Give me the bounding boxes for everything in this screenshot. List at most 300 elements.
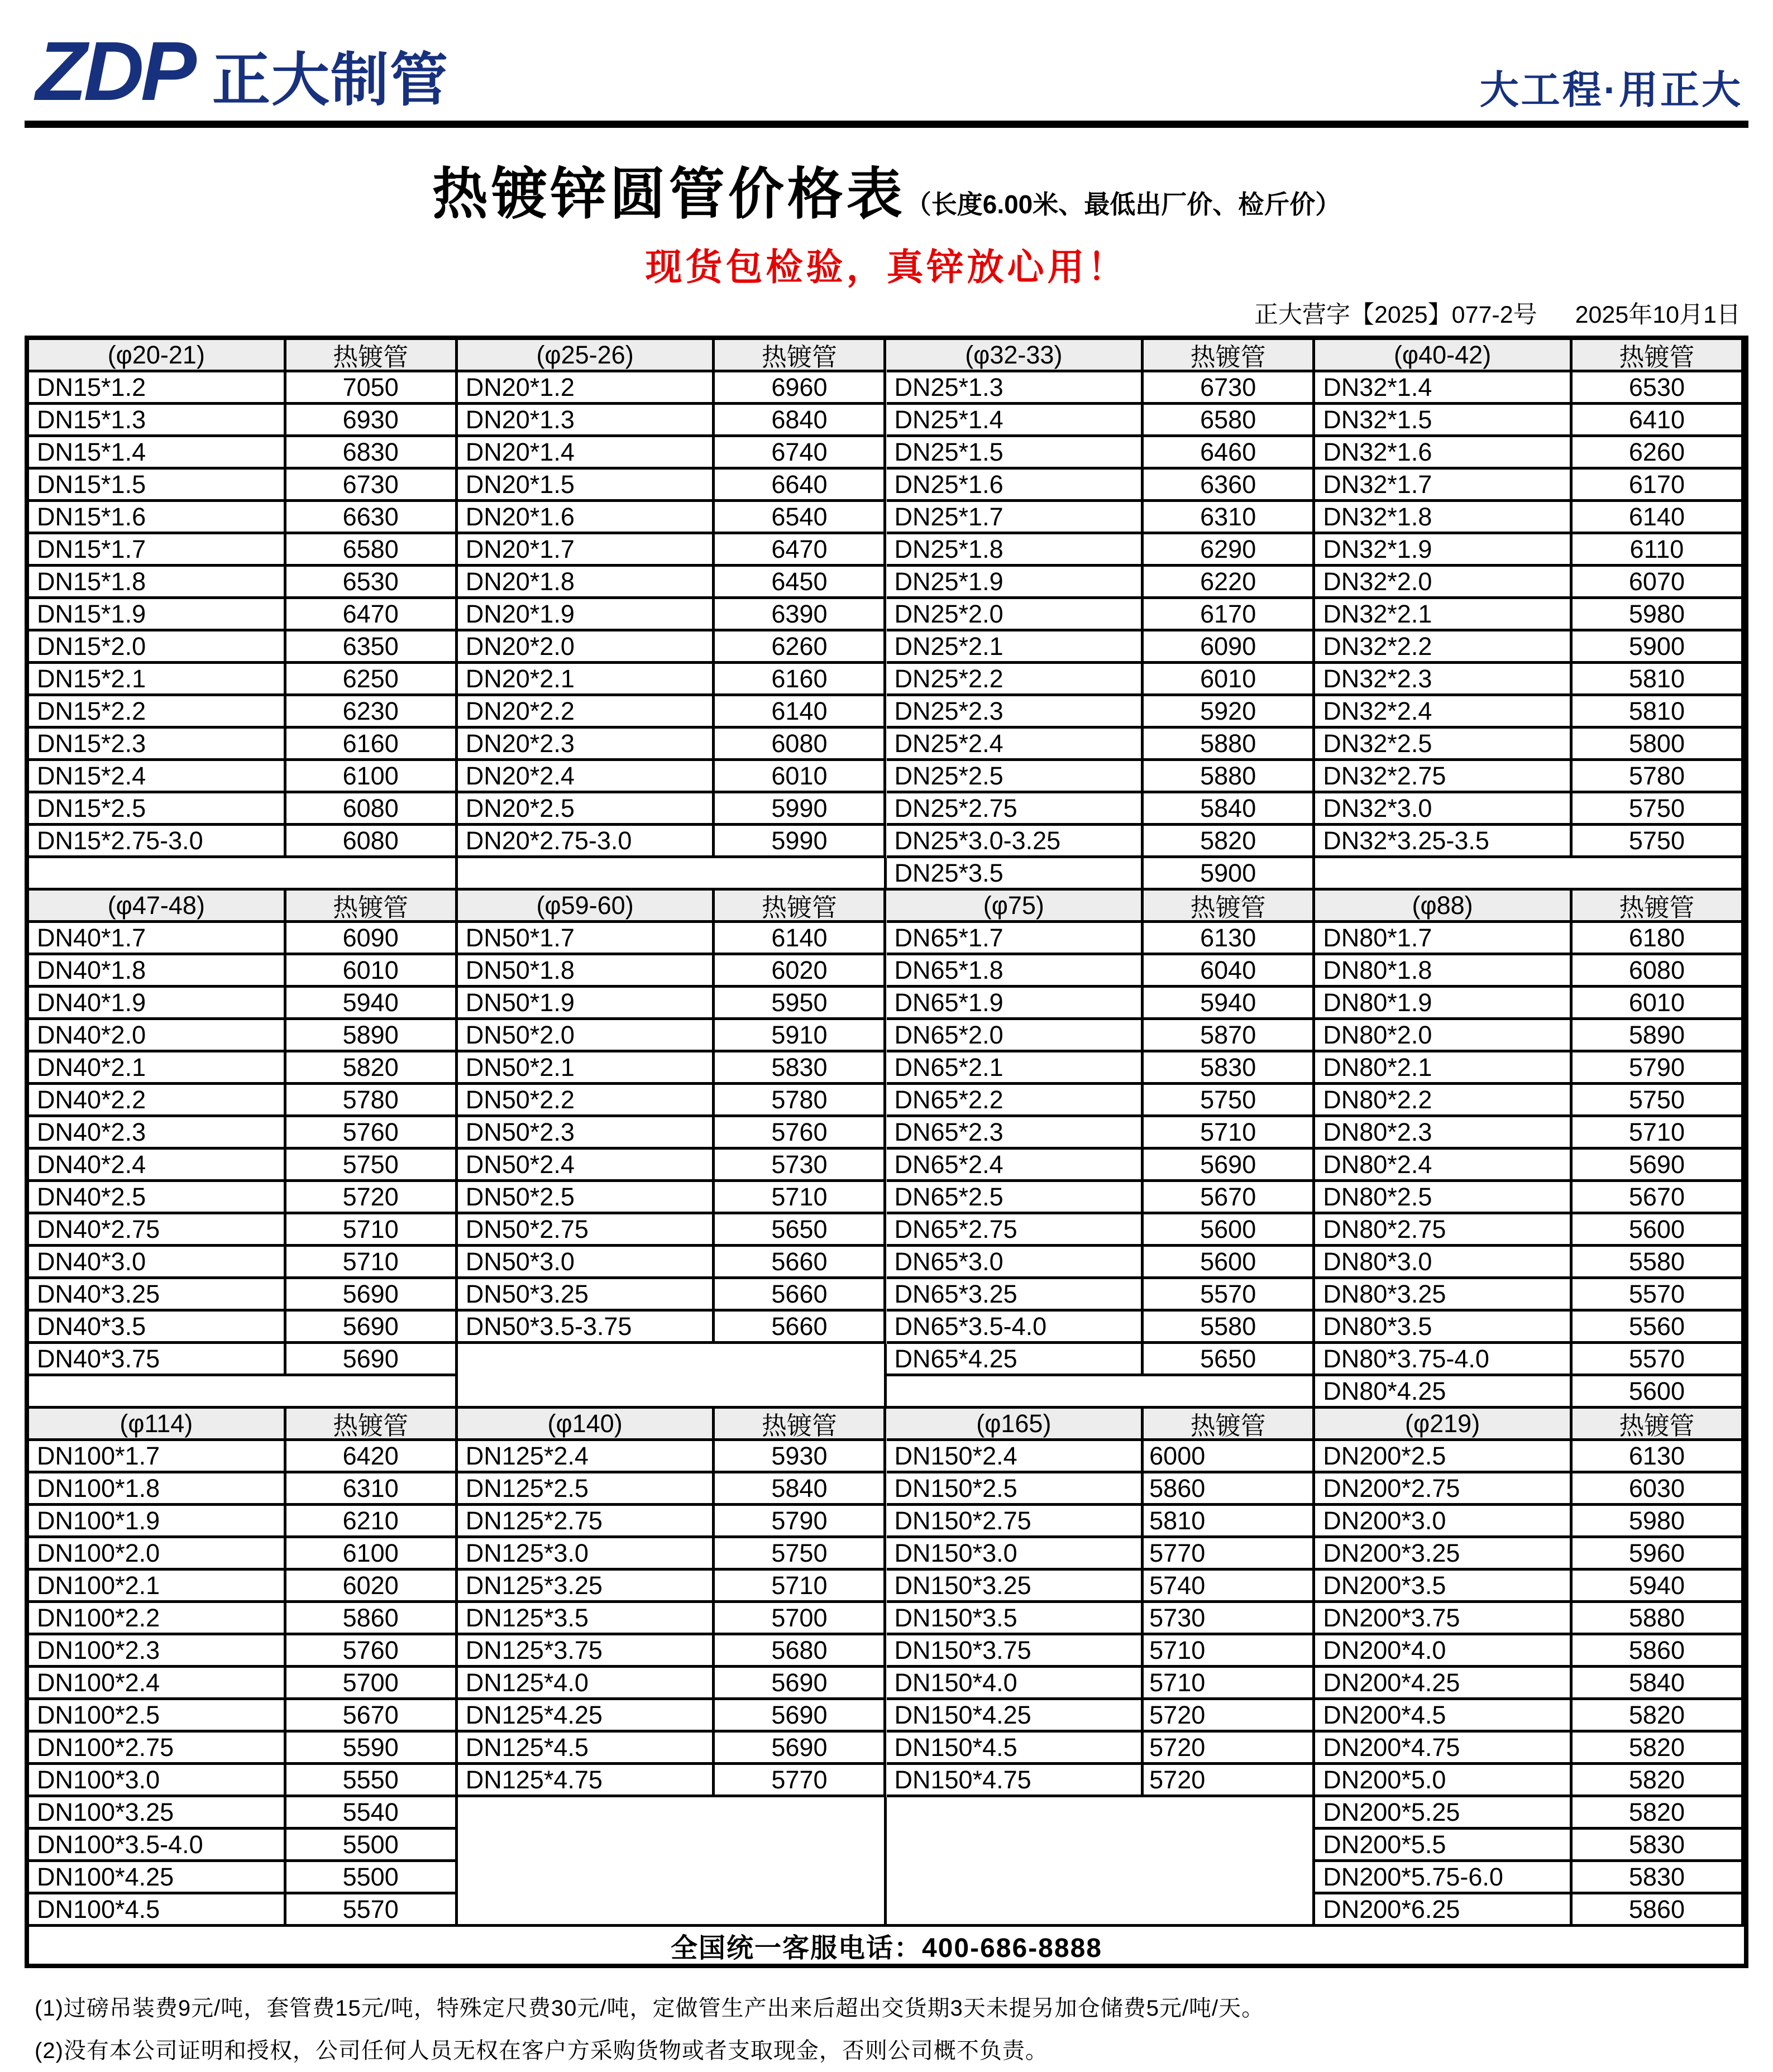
table-row [29,631,458,664]
table-row [458,470,887,502]
price-cell: 5680 [715,1635,886,1668]
spec-cell: DN125*3.5 [458,1603,715,1635]
table-row [887,1538,1316,1571]
price-cell: 6100 [286,761,458,793]
header-row [458,1409,887,1441]
spec-cell: DN80*2.5 [1315,1182,1573,1214]
table-row [887,696,1316,729]
table-row [887,1247,1316,1279]
table-row [29,988,458,1020]
table-row [887,599,1316,631]
table-row [458,729,887,761]
spec-cell: DN125*2.75 [458,1506,715,1538]
spec-cell: DN100*1.8 [29,1473,286,1506]
table-row [1315,1150,1744,1182]
document-meta [25,296,1748,330]
empty-merged-cell [29,1376,458,1409]
table-row [887,955,1316,988]
spec-cell: DN20*2.4 [458,761,715,793]
price-cell: 5860 [1573,1894,1744,1927]
table-section-2 [29,891,1744,1409]
spec-cell: DN65*3.5-4.0 [887,1312,1144,1344]
table-row [458,923,887,955]
table-row [29,1830,458,1862]
table-row [29,826,458,858]
spec-cell: DN50*2.2 [458,1085,715,1117]
price-cell: 6210 [286,1506,458,1538]
column-pair [458,1409,887,1927]
price-cell: 6140 [1573,502,1744,534]
spec-cell: DN15*1.2 [29,372,286,405]
spec-cell: DN32*1.8 [1315,502,1573,534]
table-row [1315,1894,1744,1927]
price-cell: 5750 [1144,1085,1315,1117]
price-cell: 5830 [1144,1052,1315,1085]
price-cell: 5570 [286,1894,458,1927]
spec-cell: DN80*2.2 [1315,1085,1573,1117]
spec-cell: DN125*2.5 [458,1473,715,1506]
spec-cell: DN20*1.5 [458,470,715,502]
column-pair [887,340,1316,891]
spec-cell: DN15*1.6 [29,502,286,534]
table-row [887,1668,1316,1700]
price-cell: 6450 [715,567,886,599]
company-logo [36,24,450,118]
table-row [887,437,1316,470]
spec-cell: DN15*1.5 [29,470,286,502]
table-row [29,1214,458,1247]
price-cell: 5820 [286,1052,458,1085]
spec-cell: DN15*2.4 [29,761,286,793]
spec-cell: DN65*2.75 [887,1214,1144,1247]
table-row [29,437,458,470]
spec-cell: DN40*2.5 [29,1182,286,1214]
price-cell: 5710 [286,1247,458,1279]
price-cell: 5690 [1144,1150,1315,1182]
table-row [29,502,458,534]
price-cell: 5780 [715,1085,886,1117]
table-row [887,1473,1316,1506]
spec-cell: DN25*2.3 [887,696,1144,729]
table-row [458,372,887,405]
price-cell: 5650 [715,1214,886,1247]
price-cell: 5920 [1144,696,1315,729]
price-cell: 6410 [1573,405,1744,437]
table-row [887,1085,1316,1117]
header-row [1315,1409,1744,1441]
brand-slogan: 大工程·用正大 [1479,68,1743,112]
price-cell: 6010 [1144,664,1315,696]
spec-cell: DN150*2.75 [887,1506,1144,1538]
price-cell: 5770 [1144,1538,1315,1571]
table-row [29,1894,458,1927]
table-row [1315,729,1744,761]
spec-cell: DN25*2.75 [887,793,1144,826]
price-cell: 6110 [1573,534,1744,567]
table-row [29,470,458,502]
spec-cell: DN65*3.0 [887,1247,1144,1279]
price-cell: 5880 [1144,761,1315,793]
price-cell: 6070 [1573,567,1744,599]
price-cell: 5660 [715,1279,886,1312]
column-header-spec: (φ32-33) [887,340,1144,372]
table-row [458,631,887,664]
title-subtitle: （长度6.00米、最低出厂价、检斤价） [905,190,1341,219]
spec-cell: DN80*3.25 [1315,1279,1573,1312]
spec-cell: DN100*4.5 [29,1894,286,1927]
table-row [887,405,1316,437]
price-cell: 5690 [715,1700,886,1733]
table-row [29,1150,458,1182]
price-cell: 5560 [1573,1312,1744,1344]
spec-cell: DN25*2.2 [887,664,1144,696]
price-cell: 5500 [286,1830,458,1862]
column-header-spec: (φ165) [887,1409,1144,1441]
table-row [29,955,458,988]
spec-cell: DN65*4.25 [887,1344,1144,1376]
header-row [887,1409,1316,1441]
footnote-2: (2)没有本公司证明和授权，公司任何人员无权在客户方采购货物或者支取现金，否则公司概不负责。 [35,2038,1048,2063]
price-cell: 6580 [1144,405,1315,437]
table-row [29,923,458,955]
price-cell: 5720 [286,1182,458,1214]
spec-cell: DN200*3.5 [1315,1571,1573,1603]
price-cell: 5890 [1573,1020,1744,1052]
spec-cell: DN15*2.5 [29,793,286,826]
price-cell: 5500 [286,1862,458,1894]
spec-cell: DN125*2.4 [458,1441,715,1473]
column-header-spec: (φ25-26) [458,340,715,372]
table-row [887,1344,1316,1376]
spec-cell: DN20*1.8 [458,567,715,599]
table-row [1315,1117,1744,1150]
price-cell: 6180 [1573,923,1744,955]
price-cell: 5830 [715,1052,886,1085]
spec-cell: DN20*2.75-3.0 [458,826,715,858]
table-row [458,437,887,470]
spec-cell: DN40*3.75 [29,1344,286,1376]
table-section-1 [29,340,1744,891]
spec-cell: DN32*1.5 [1315,405,1573,437]
price-cell: 5710 [715,1571,886,1603]
table-row [1315,1214,1744,1247]
price-cell: 6000 [1144,1441,1315,1473]
table-row [887,1635,1316,1668]
spec-cell: DN65*2.5 [887,1182,1144,1214]
price-cell: 5900 [1573,631,1744,664]
price-cell: 5700 [715,1603,886,1635]
column-header-spec: (φ75) [887,891,1144,923]
table-row [29,1052,458,1085]
price-cell: 6470 [286,599,458,631]
table-row [887,631,1316,664]
column-pair [1315,340,1744,891]
spec-cell: DN25*2.1 [887,631,1144,664]
price-cell: 5940 [1573,1571,1744,1603]
price-cell: 6830 [286,437,458,470]
table-row [458,1117,887,1150]
spec-cell: DN100*2.2 [29,1603,286,1635]
table-row [887,372,1316,405]
price-cell: 5820 [1573,1700,1744,1733]
spec-cell: DN200*3.75 [1315,1603,1573,1635]
spec-cell: DN40*2.2 [29,1085,286,1117]
brand-bar [25,23,1748,118]
price-cell: 6080 [1573,955,1744,988]
table-row [29,599,458,631]
spec-cell: DN80*2.75 [1315,1214,1573,1247]
table-row [887,1214,1316,1247]
price-cell: 5670 [1144,1182,1315,1214]
price-cell: 6580 [286,534,458,567]
price-cell: 6030 [1573,1473,1744,1506]
price-cell: 6130 [1573,1441,1744,1473]
price-cell: 6010 [1573,988,1744,1020]
spec-cell: DN125*3.0 [458,1538,715,1571]
spec-cell: DN40*2.3 [29,1117,286,1150]
spec-cell: DN150*4.75 [887,1765,1144,1797]
table-row [1315,1506,1744,1538]
table-row [1315,1700,1744,1733]
spec-cell: DN20*1.9 [458,599,715,631]
table-row [1315,405,1744,437]
spec-cell: DN25*1.6 [887,470,1144,502]
price-cell: 5730 [1144,1603,1315,1635]
table-row [1315,1052,1744,1085]
table-row [29,1765,458,1797]
spec-cell: DN200*6.25 [1315,1894,1573,1927]
table-row [887,1052,1316,1085]
table-row [458,1700,887,1733]
column-header-spec: (φ20-21) [29,340,286,372]
price-cell: 6130 [1144,923,1315,955]
spec-cell: DN32*2.3 [1315,664,1573,696]
spec-cell: DN15*2.2 [29,696,286,729]
spec-cell: DN125*3.25 [458,1571,715,1603]
price-cell: 6160 [715,664,886,696]
table-row [29,1279,458,1312]
price-cell: 5710 [1573,1117,1744,1150]
spec-cell: DN200*5.75-6.0 [1315,1862,1573,1894]
price-cell: 6170 [1144,599,1315,631]
spec-cell: DN50*3.5-3.75 [458,1312,715,1344]
table-row [1315,955,1744,988]
table-row [458,793,887,826]
price-cell: 5860 [1573,1635,1744,1668]
price-cell: 5980 [1573,1506,1744,1538]
table-row [29,567,458,599]
table-row [458,1150,887,1182]
price-table-sections [29,340,1744,1927]
table-row [458,696,887,729]
spec-cell: DN150*2.4 [887,1441,1144,1473]
table-row [1315,1182,1744,1214]
table-row [1315,1473,1744,1506]
spec-cell: DN20*2.0 [458,631,715,664]
price-cell: 5860 [286,1603,458,1635]
spec-cell: DN65*2.3 [887,1117,1144,1150]
table-row [1315,502,1744,534]
table-row [29,793,458,826]
table-row [1315,1085,1744,1117]
table-row [29,696,458,729]
price-cell: 5580 [1144,1312,1315,1344]
empty-merged-cell [1315,858,1744,891]
table-row [887,1020,1316,1052]
table-row [458,1052,887,1085]
spec-cell: DN15*2.3 [29,729,286,761]
column-pair [1315,891,1744,1409]
table-row [1315,1635,1744,1668]
table-row [887,1150,1316,1182]
price-cell: 6250 [286,664,458,696]
price-cell: 5720 [1144,1733,1315,1765]
spec-cell: DN25*1.7 [887,502,1144,534]
price-cell: 6010 [715,761,886,793]
table-row [1315,1765,1744,1797]
header-row [29,340,458,372]
price-cell: 5690 [1573,1150,1744,1182]
spec-cell: DN65*1.8 [887,955,1144,988]
spec-cell: DN40*3.0 [29,1247,286,1279]
table-row [29,664,458,696]
spec-cell: DN100*3.0 [29,1765,286,1797]
column-pair [29,340,458,891]
spec-cell: DN50*2.0 [458,1020,715,1052]
price-cell: 6040 [1144,955,1315,988]
column-header-price: 热镀管 [715,891,886,923]
table-row [1315,1538,1744,1571]
price-cell: 5600 [1573,1214,1744,1247]
price-cell: 5990 [715,793,886,826]
spec-cell: DN150*3.75 [887,1635,1144,1668]
price-cell: 5670 [286,1700,458,1733]
column-pair [458,340,887,891]
spec-cell: DN150*4.25 [887,1700,1144,1733]
table-row [458,1765,887,1797]
table-row [29,1700,458,1733]
column-pair [458,891,887,1409]
price-cell: 6310 [286,1473,458,1506]
spec-cell: DN20*1.7 [458,534,715,567]
table-row [458,1441,887,1473]
price-cell: 6530 [286,567,458,599]
table-row [1315,1862,1744,1894]
table-row [458,1506,887,1538]
price-cell: 5990 [715,826,886,858]
price-cell: 5750 [286,1150,458,1182]
spec-cell: DN32*1.7 [1315,470,1573,502]
spec-cell: DN80*1.9 [1315,988,1573,1020]
column-pair [29,1409,458,1927]
promo-line: 现货包检验，真锌放心用！ [645,246,1128,288]
price-cell: 5940 [1144,988,1315,1020]
column-header-price: 热镀管 [1144,891,1315,923]
table-row [29,1668,458,1700]
header-row [1315,340,1744,372]
spec-cell: DN20*2.2 [458,696,715,729]
table-row [458,826,887,858]
price-cell: 5800 [1573,729,1744,761]
spec-cell: DN80*3.5 [1315,1312,1573,1344]
table-row [458,502,887,534]
spec-cell: DN50*1.9 [458,988,715,1020]
price-cell: 5650 [1144,1344,1315,1376]
table-row [1315,1020,1744,1052]
spec-cell: DN125*4.0 [458,1668,715,1700]
spec-cell: DN65*2.0 [887,1020,1144,1052]
spec-cell: DN40*1.8 [29,955,286,988]
price-cell: 5900 [1144,858,1315,891]
column-header-price: 热镀管 [1144,1409,1315,1441]
spec-cell: DN100*4.25 [29,1862,286,1894]
price-cell: 6220 [1144,567,1315,599]
spec-cell: DN25*3.0-3.25 [887,826,1144,858]
spec-cell: DN15*1.7 [29,534,286,567]
spec-cell: DN150*3.25 [887,1571,1144,1603]
table-row [458,955,887,988]
column-header-price: 热镀管 [1573,891,1744,923]
price-cell: 5760 [286,1635,458,1668]
table-row [458,599,887,631]
price-cell: 5810 [1144,1506,1315,1538]
table-row [29,1473,458,1506]
table-row [887,567,1316,599]
table-row [887,1312,1316,1344]
table-row [887,826,1316,858]
table-row [458,1473,887,1506]
table-row [1315,372,1744,405]
price-cell: 6160 [286,729,458,761]
spec-cell: DN20*1.3 [458,405,715,437]
table-row [458,1733,887,1765]
spec-cell: DN20*2.5 [458,793,715,826]
price-cell: 5890 [286,1020,458,1052]
price-cell: 6730 [286,470,458,502]
table-row [1315,696,1744,729]
table-row [29,1797,458,1830]
spec-cell: DN150*3.0 [887,1538,1144,1571]
price-cell: 5660 [715,1312,886,1344]
table-row [458,988,887,1020]
table-row [29,1603,458,1635]
empty-merged-cell [458,858,887,891]
price-cell: 5820 [1144,826,1315,858]
table-row [887,761,1316,793]
table-row [1315,567,1744,599]
spec-cell: DN40*2.0 [29,1020,286,1052]
price-cell: 5840 [715,1473,886,1506]
table-row [29,1733,458,1765]
table-row [458,1571,887,1603]
price-cell: 6470 [715,534,886,567]
price-cell: 5760 [715,1117,886,1150]
price-cell: 5830 [1573,1830,1744,1862]
table-row [1315,1312,1744,1344]
spec-cell: DN40*3.25 [29,1279,286,1312]
price-cell: 5930 [715,1441,886,1473]
table-row [29,1538,458,1571]
price-cell: 5780 [286,1085,458,1117]
footnote-1: (1)过磅吊装费9元/吨，套管费15元/吨，特殊定尺费30元/吨，定做管生产出来后超出交货期3天未提另加仓储费5元/吨/天。 [35,1996,1265,2021]
price-cell: 6100 [286,1538,458,1571]
spec-cell: DN32*2.1 [1315,599,1573,631]
spec-cell: DN80*2.3 [1315,1117,1573,1150]
column-header-spec: (φ219) [1315,1409,1573,1441]
price-cell: 6630 [286,502,458,534]
column-header-spec: (φ59-60) [458,891,715,923]
price-cell: 5570 [1573,1344,1744,1376]
